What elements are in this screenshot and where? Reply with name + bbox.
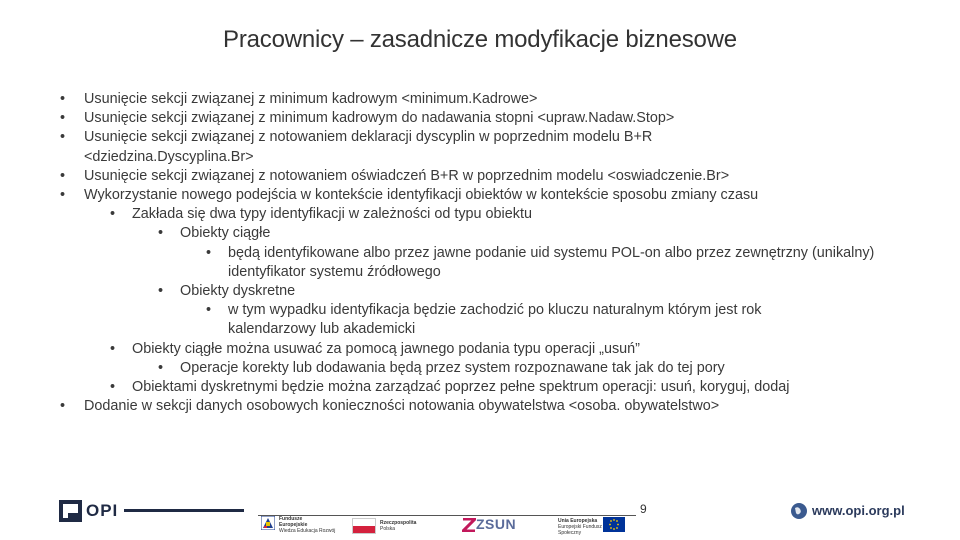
slide-title: Pracownicy – zasadnicze modyfikacje biznesowe	[223, 26, 737, 53]
list-item	[60, 301, 828, 339]
bullet: •	[206, 302, 212, 319]
fe-line1: Fundusze	[279, 516, 303, 522]
list-item	[60, 205, 940, 224]
rp-line2: Polska	[380, 526, 396, 532]
list-item	[60, 397, 940, 416]
bullet: •	[60, 187, 66, 204]
list-item-text: Dodanie w sekcji danych osobowych konieczności notowania obywatelstwa <osoba. obywatelstwo>	[84, 398, 720, 415]
globe-icon	[790, 502, 808, 520]
bullet: •	[110, 340, 116, 357]
list-item-text: Wykorzystanie nowego podejścia w kontekście identyfikacji obiektów w kontekście sposobu zmiany czasu	[84, 187, 759, 204]
opi-logo-text: OPI	[86, 501, 119, 520]
bullet: •	[158, 225, 164, 242]
bullet: •	[110, 206, 116, 223]
bullet-list	[60, 90, 940, 416]
ue-line2: Europejski Fundusz	[558, 524, 602, 530]
poland-flag-icon	[352, 518, 376, 534]
list-item	[60, 340, 940, 359]
list-item-text: Usunięcie sekcji związanej z minimum kadrowym <minimum.Kadrowe>	[84, 91, 538, 107]
list-item-text: w tym wypadku identyfikacja będzie zachodzić po kluczu naturalnym którym jest rok kalendarzowy lub akademicki	[228, 302, 762, 338]
bullet: •	[206, 244, 212, 261]
opi-logo	[58, 498, 120, 524]
fundusze-europejskie-logo	[261, 514, 336, 536]
bullet: •	[60, 167, 66, 184]
list-item-text: Usunięcie sekcji związanej z notowaniem oświadczeń B+R w poprzednim modelu <oswiadczenie.Br>	[84, 167, 730, 184]
list-item	[60, 244, 878, 282]
bullet: •	[60, 110, 66, 127]
list-item	[60, 359, 940, 378]
list-item	[60, 224, 940, 243]
bullet: •	[158, 283, 164, 300]
zsun-text: ZSUN	[476, 516, 517, 532]
slide-footer	[0, 490, 960, 540]
list-item-text: Usunięcie sekcji związanej z minimum kadrowym do nadawania stopni <upraw.Nadaw.Stop>	[84, 110, 675, 127]
list-item-text: Obiekty ciągłe	[180, 225, 271, 242]
bullet: •	[158, 359, 164, 376]
bullet: •	[110, 379, 116, 396]
list-item	[60, 128, 734, 166]
bullet: •	[60, 91, 66, 107]
list-item-text: Usunięcie sekcji związanej z notowaniem deklaracji dyscyplin w poprzednim modelu B+R <dziedzina.Dyscyplina.Br>	[84, 129, 653, 165]
list-item	[60, 109, 940, 128]
bullet: •	[60, 398, 66, 415]
rp-line1: Rzeczpospolita	[380, 520, 417, 526]
ue-line3: Społeczny	[558, 530, 582, 536]
list-item-text: Operacje korekty lub dodawania będą przez system rozpoznawane tak jak do tej pory	[180, 359, 725, 376]
list-item	[60, 186, 940, 205]
list-item	[60, 90, 940, 109]
list-item	[60, 378, 940, 397]
page-number: 9	[640, 502, 647, 516]
fe-line2: Europejskie	[279, 522, 308, 528]
zsun-mark-icon	[462, 518, 476, 532]
list-item-text: Obiekty dyskretne	[180, 283, 296, 300]
opi-underline	[124, 509, 244, 512]
list-item-text: Obiekty ciągłe można usuwać za pomocą jawnego podania typu operacji „usuń”	[132, 340, 640, 357]
list-item	[60, 167, 940, 186]
list-item-text: Obiektami dyskretnymi będzie można zarządzać poprzez pełne spektrum operacji: usuń, koryguj, dodaj	[132, 379, 790, 396]
bullet: •	[60, 129, 66, 146]
list-item-text: Zakłada się dwa typy identyfikacji w zależności od typu obiektu	[132, 206, 532, 223]
list-item-text: będą identyfikowane albo przez jawne podanie uid systemu POL-on albo przez zewnętrzny (unikalny) identyfikator systemu źródłowego	[228, 244, 875, 280]
website-text[interactable]: www.opi.org.pl	[812, 503, 905, 518]
fe-line3: Wiedza Edukacja Rozwój	[279, 528, 336, 534]
ue-line1: Unia Europejska	[558, 518, 598, 524]
fe-star-icon	[261, 516, 275, 530]
list-item	[60, 282, 940, 301]
eu-flag-icon	[603, 517, 625, 532]
